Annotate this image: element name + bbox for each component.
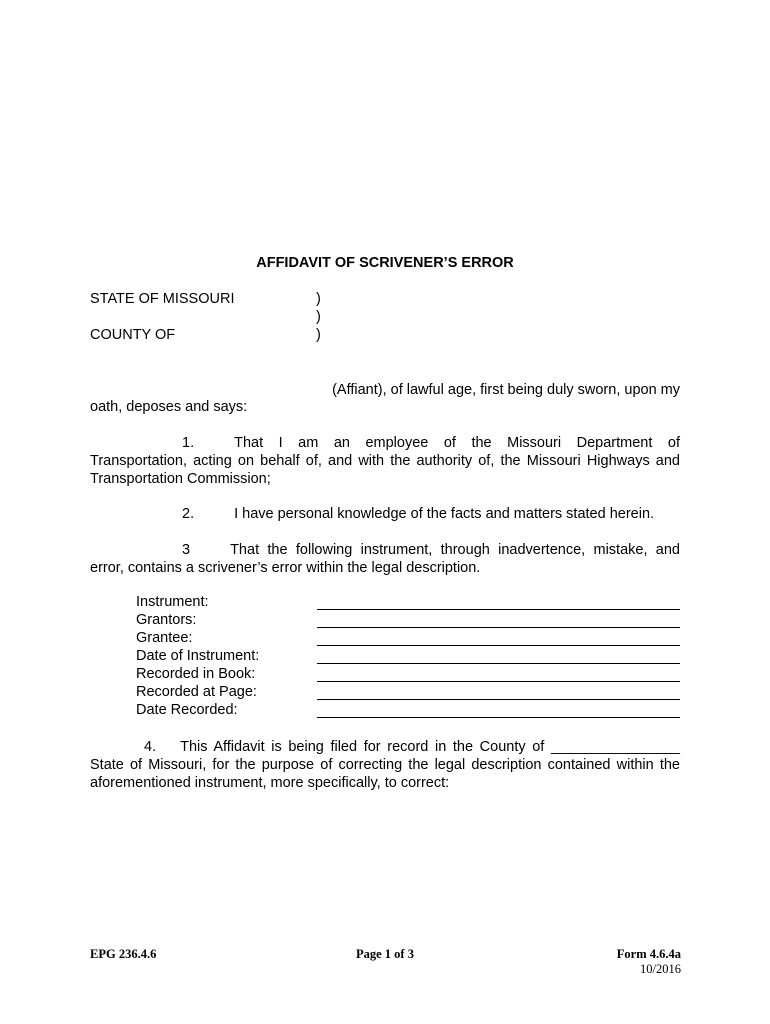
caption-paren: ) [316,291,321,307]
paragraph-3 [90,541,680,577]
field-blank-recorded-at-page[interactable] [317,699,680,700]
paragraph-text: Transportation, acting on behalf of, and with the authority of, the Missouri Highways and Transportation Commission; [90,453,680,487]
paragraph-text: I have personal knowledge of the facts and matters stated herein. [234,506,655,522]
paragraph-text: That the following instrument, through inadvertence, mistake, and [230,542,680,558]
footer-form-date: 10/2016 [640,962,681,976]
affiant-intro-line2: oath, deposes and says: [90,399,248,415]
document-title: AFFIDAVIT OF SCRIVENER’S ERROR [256,255,514,271]
paragraph-number: 4. [144,739,157,755]
field-blank-instrument[interactable] [317,609,680,610]
paragraph-number: 1. [182,435,195,451]
field-label-grantors: Grantors: [136,612,197,628]
field-blank-grantors[interactable] [317,627,680,628]
paragraph-number: 3 [182,542,191,558]
paragraph-text: error, contains a scrivener’s error within the legal description. [90,560,481,576]
paragraph-text: This Affidavit is being filed for record in the County of ________________ [180,739,680,755]
county-caption: COUNTY OF [90,327,176,343]
paragraph-2 [90,505,680,523]
paragraph-number: 2. [182,506,195,522]
state-caption: STATE OF MISSOURI [90,291,235,307]
field-label-instrument: Instrument: [136,594,209,610]
field-label-grantee: Grantee: [136,630,193,646]
field-blank-date-recorded[interactable] [317,717,680,718]
field-label-recorded-at-page: Recorded at Page: [136,684,257,700]
field-blank-recorded-in-book[interactable] [317,681,680,682]
caption-paren: ) [316,327,321,343]
footer-form-number: Form 4.6.4a [616,947,681,961]
field-label-recorded-in-book: Recorded in Book: [136,666,256,682]
affiant-intro-line1: (Affiant), of lawful age, first being duly sworn, upon my [332,382,680,398]
caption-paren: ) [316,309,321,325]
paragraph-text: State of Missouri, for the purpose of correcting the legal description contained within the aforementioned instrument, more specifically, to correct: [90,757,680,791]
footer-epg-reference: EPG 236.4.6 [90,947,157,961]
field-label-date-of-instrument: Date of Instrument: [136,648,260,664]
paragraph-text: That I am an employee of the Missouri Department of [234,435,680,451]
paragraph-1 [90,434,680,488]
footer-page-number: Page 1 of 3 [356,947,414,961]
paragraph-4 [90,738,680,792]
field-blank-date-of-instrument[interactable] [317,663,680,664]
field-label-date-recorded: Date Recorded: [136,702,238,718]
field-blank-grantee[interactable] [317,645,680,646]
